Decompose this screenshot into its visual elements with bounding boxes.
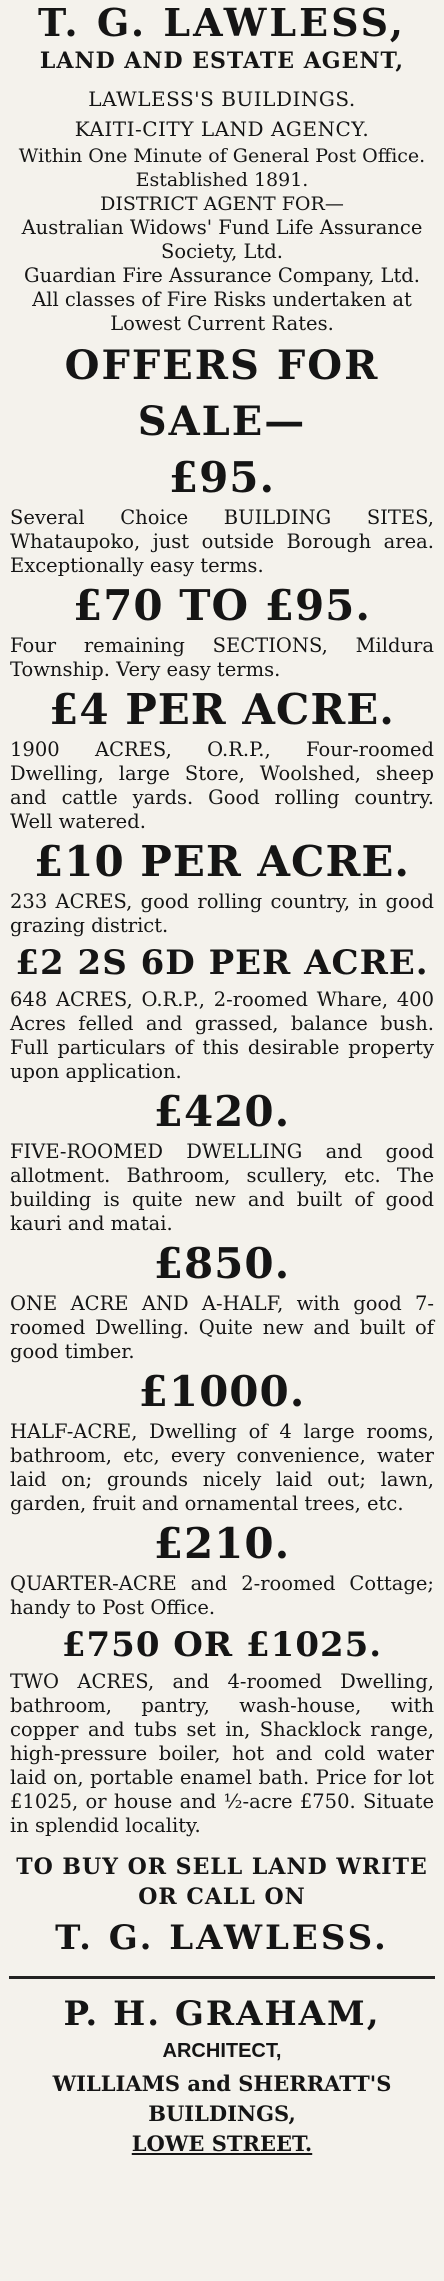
listing-text: ONE ACRE AND A-HALF, with good 7-roomed Dwelling. Quite new and built of good timber. <box>10 1292 434 1363</box>
listing <box>9 1620 435 1838</box>
architect-notice <box>9 1991 435 2159</box>
agent-title: LAND AND ESTATE AGENT, <box>39 48 405 74</box>
listing <box>9 1516 435 1620</box>
agent-agency: KAITI-CITY LAND AGENCY. <box>74 117 370 141</box>
listing-text: HALF-ACRE, Dwelling of 4 large rooms, bathroom, etc, every convenience, water laid on; grounds nicely laid out; lawn, garden, fruit and ornamental trees, etc. <box>10 1420 434 1515</box>
closing-call <box>9 1852 435 1964</box>
listing <box>9 1236 435 1364</box>
listing-price: £70 TO £95. <box>72 581 372 630</box>
agent-name: T. G. LAWLESS, <box>38 0 406 45</box>
closing-line-2: OR CALL ON <box>138 1884 306 1910</box>
district-agency-1: Australian Widows' Fund Life Assurance Society, Ltd. <box>21 216 423 263</box>
closing-agent-name: T. G. LAWLESS. <box>55 1918 389 1958</box>
architect-title: ARCHITECT, <box>162 2040 282 2062</box>
listing-price: £850. <box>153 1239 291 1288</box>
listing <box>9 1364 435 1516</box>
listing <box>9 450 435 578</box>
listing <box>9 938 435 1084</box>
listing-text: Several Choice BUILDING SITES, Whataupoko, just outside Borough area. Exceptionally easy terms. <box>10 506 434 577</box>
offers-heading: OFFERS FOR SALE— <box>64 342 380 445</box>
listing-text: QUARTER-ACRE and 2-roomed Cottage; handy to Post Office. <box>10 1572 434 1619</box>
listing-price: £4 PER ACRE. <box>49 685 395 734</box>
listing-price: £420. <box>153 1087 291 1136</box>
district-heading: DISTRICT AGENT FOR— <box>100 193 344 215</box>
architect-building-2: BUILDINGS, <box>148 2101 296 2126</box>
listing-price: £95. <box>168 453 276 502</box>
agent-building: LAWLESS'S BUILDINGS. <box>88 87 356 111</box>
district-agency-2: Guardian Fire Assurance Company, Ltd. All classes of Fire Risks undertaken at Lowest Current Rates. <box>24 264 420 335</box>
architect-street: LOWE STREET. <box>131 2131 313 2156</box>
agent-header <box>9 2 435 336</box>
listing-text: Four remaining SECTIONS, Mildura Township. Very easy terms. <box>10 634 434 681</box>
listing-text: 648 ACRES, O.R.P., 2-roomed Whare, 400 Acres felled and grassed, balance bush. Full particulars of this desirable property upon application. <box>10 988 434 1083</box>
listing-text: TWO ACRES, and 4-roomed Dwelling, bathroom, pantry, wash-house, with copper and tubs set in, Shacklock range, high-pressure boiler, hot and cold water laid on, portable enamel bath. Price for lot £1025, or house and ½-acre £750. Situate in splendid locality. <box>10 1670 434 1837</box>
listing <box>9 682 435 834</box>
listing-price: £10 PER ACRE. <box>34 837 410 886</box>
agent-established: Established 1891. <box>135 169 309 191</box>
listing <box>9 578 435 682</box>
listing-price: £210. <box>153 1519 291 1568</box>
listing <box>9 1084 435 1236</box>
section-divider <box>9 1976 435 1979</box>
listing <box>9 834 435 938</box>
listings <box>9 450 435 1838</box>
listing-text: FIVE-ROOMED DWELLING and good allotment. Bathroom, scullery, etc. The building is quite new and built of good kauri and matai. <box>10 1140 434 1235</box>
listing-price: £750 OR £1025. <box>61 1625 383 1665</box>
closing-line-1: TO BUY OR SELL LAND WRITE <box>16 1854 428 1880</box>
listing-price: £2 2S 6D PER ACRE. <box>15 943 429 983</box>
agent-location: Within One Minute of General Post Office. <box>18 145 426 167</box>
architect-building-1: WILLIAMS and SHERRATT'S <box>52 2071 392 2096</box>
listing-text: 233 ACRES, good rolling country, in good grazing district. <box>10 890 434 937</box>
listing-text: 1900 ACRES, O.R.P., Four-roomed Dwelling, large Store, Woolshed, sheep and cattle yards. Good rolling country. Well watered. <box>10 738 434 833</box>
architect-name: P. H. GRAHAM, <box>63 1994 381 2034</box>
listing-price: £1000. <box>138 1367 306 1416</box>
